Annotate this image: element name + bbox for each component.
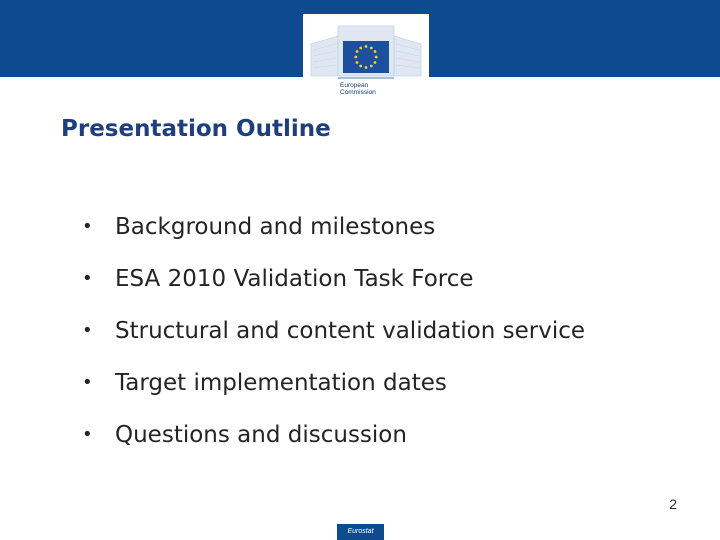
list-item-text: Structural and content validation service (115, 318, 586, 344)
logo-text: European Commission (340, 82, 376, 96)
list-item-text: Questions and discussion (115, 422, 407, 448)
list-item-text: Background and milestones (115, 214, 436, 240)
list-item-text: ESA 2010 Validation Task Force (115, 266, 474, 292)
eurostat-logo-icon: Eurostat (337, 524, 384, 540)
page-number: 2 (669, 496, 677, 512)
bullet-icon: • (82, 268, 93, 289)
bullet-icon: • (82, 216, 93, 237)
bullet-icon: • (82, 320, 93, 341)
slide-title: Presentation Outline (61, 116, 331, 142)
bullet-icon: • (82, 372, 93, 393)
european-commission-logo-icon (303, 14, 429, 106)
list-item-text: Target implementation dates (115, 370, 447, 396)
bullet-icon: • (82, 424, 93, 445)
